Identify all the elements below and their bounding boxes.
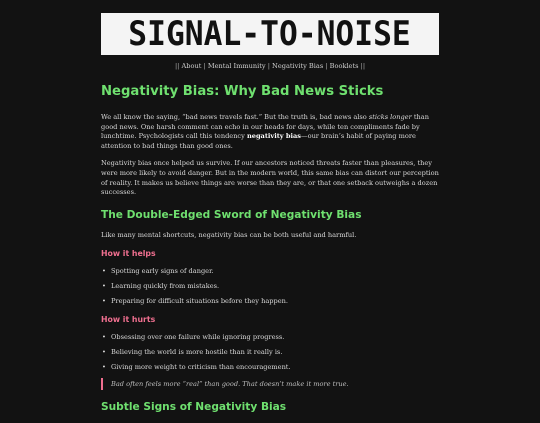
- list-item: [101, 282, 439, 291]
- intro-bold-term: negativity bias: [246, 132, 301, 141]
- nav-link-mental-immunity[interactable]: Mental Immunity: [207, 62, 266, 70]
- bullet-icon: •: [102, 267, 106, 276]
- list-item: [101, 267, 439, 276]
- survival-paragraph: Negativity bias once helped us survive. If our ancestors noticed threats faster than pleasures, they were more likely to avoid danger. But in the modern world, this same bias can distort our perception of reality. It makes us believe things are worse than they are, or that one setback outweighs a dozen successes.: [101, 159, 439, 197]
- article-title: Negativity Bias: Why Bad News Sticks: [101, 84, 384, 99]
- list-item-text: Preparing for difficult situations before they happen.: [111, 297, 288, 306]
- intro-text-3: —our brain’s habit of paying more attention to bad things than good ones.: [101, 132, 416, 150]
- list-item-text: Believing the world is more hostile than it really is.: [111, 348, 283, 357]
- list-item: [101, 348, 439, 357]
- list-item-text: Obsessing over one failure while ignoring progress.: [111, 333, 285, 342]
- section-heading-double-edged: The Double-Edged Sword of Negativity Bias: [101, 208, 362, 221]
- list-item: [101, 297, 439, 306]
- top-nav: [101, 62, 439, 70]
- bullet-icon: •: [102, 282, 106, 291]
- nav-link-negativity-bias[interactable]: Negativity Bias: [272, 62, 324, 70]
- section-heading-subtle-signs: Subtle Signs of Negativity Bias: [101, 401, 287, 414]
- subheading-how-it-hurts: How it hurts: [101, 315, 156, 325]
- subheading-how-it-helps: How it helps: [101, 249, 156, 259]
- intro-paragraph: [101, 113, 439, 151]
- intro-emphasis: sticks longer: [368, 113, 412, 121]
- nav-separator: ||: [174, 62, 180, 70]
- bullet-icon: •: [102, 297, 106, 306]
- list-item: [101, 363, 439, 372]
- nav-link-about[interactable]: About: [181, 62, 202, 70]
- bullet-icon: •: [102, 348, 106, 357]
- pull-quote: Bad often feels more “real” than good. That doesn’t make it more true.: [101, 378, 439, 390]
- list-item-text: Giving more weight to criticism than encouragement.: [111, 363, 291, 372]
- list-item-text: Learning quickly from mistakes.: [111, 282, 220, 291]
- content-column: [101, 13, 439, 423]
- bullet-icon: •: [102, 333, 106, 342]
- site-logo[interactable]: [101, 13, 439, 55]
- nav-separator: ||: [360, 62, 366, 70]
- bullet-icon: •: [102, 363, 106, 372]
- nav-separator: |: [325, 62, 328, 70]
- section-intro-paragraph: Like many mental shortcuts, negativity bias can be both useful and harmful.: [101, 230, 357, 239]
- nav-link-booklets[interactable]: Booklets: [329, 62, 359, 70]
- intro-text-2: than good news. One harsh comment can echo in our heads for days, while ten compliments fade by lunchtime. Psychologists call this tendency: [101, 113, 429, 141]
- hurts-list: [101, 333, 439, 372]
- logo-text: SIGNAL-TO-NOISE: [128, 14, 412, 54]
- nav-separator: |: [203, 62, 206, 70]
- list-item-text: Spotting early signs of danger.: [111, 267, 214, 276]
- helps-list: [101, 267, 439, 306]
- list-item: [101, 333, 439, 342]
- intro-text-1: We all know the saying, “bad news travels fast.” But the truth is, bad news also: [101, 113, 369, 121]
- nav-separator: |: [267, 62, 270, 70]
